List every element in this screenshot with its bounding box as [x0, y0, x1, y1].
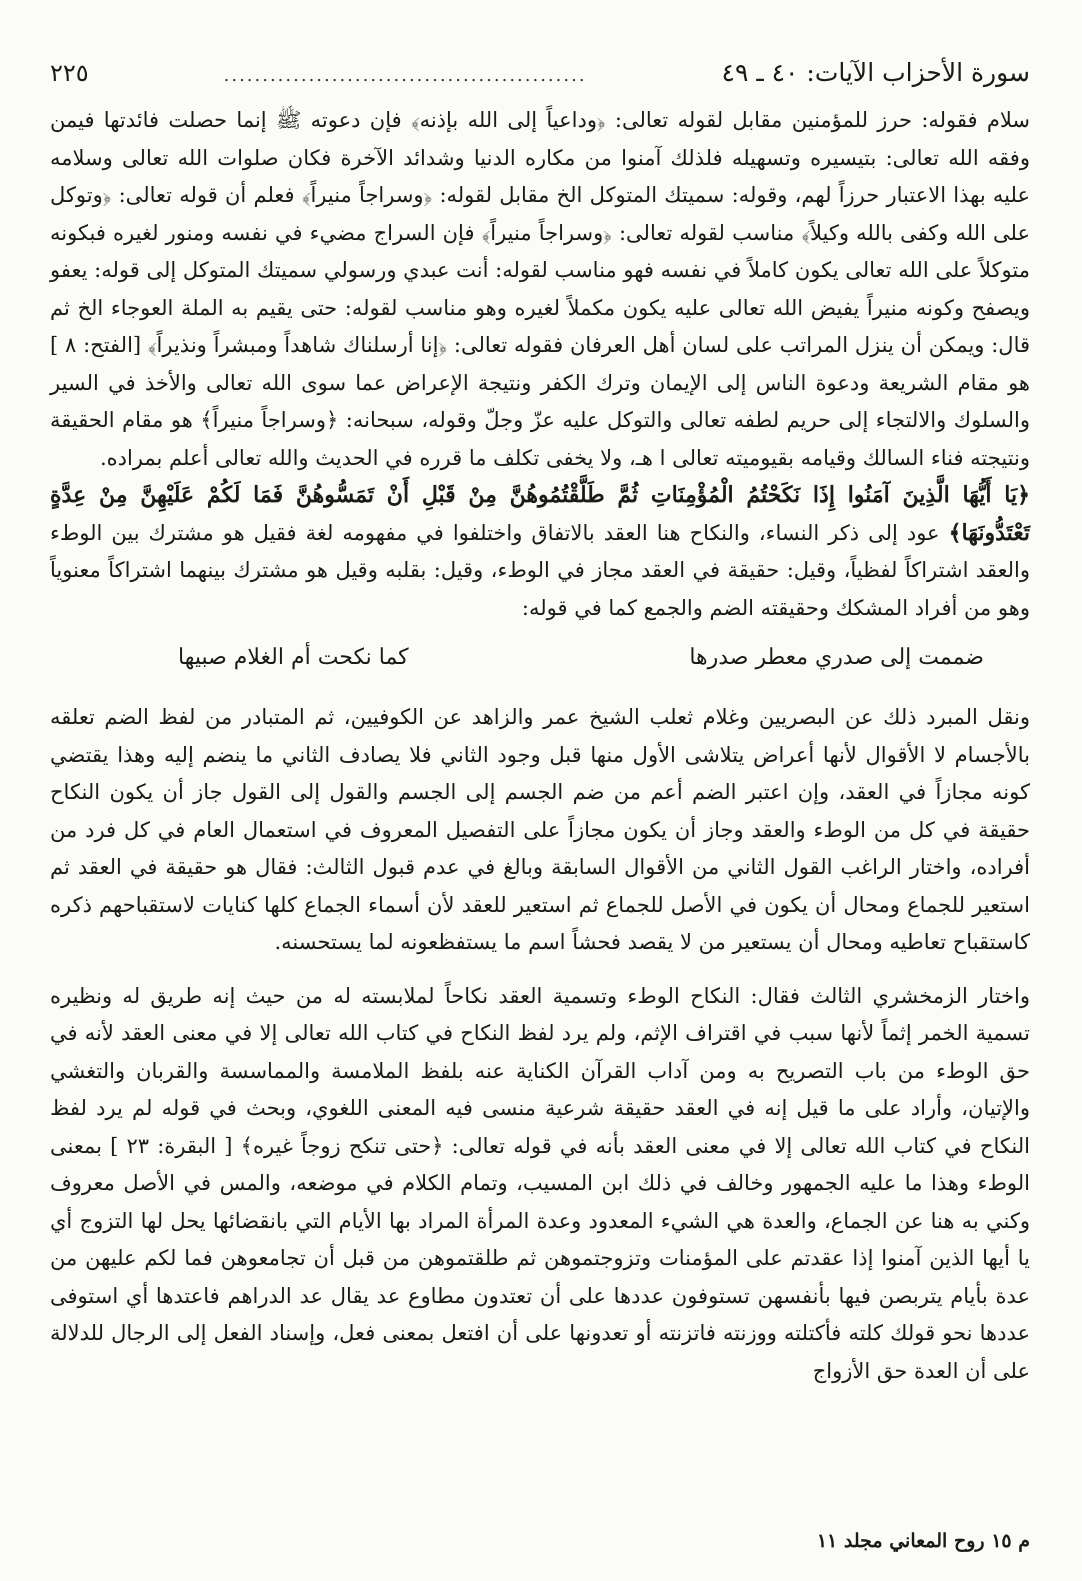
paragraph-1: سلام فقوله: حرز للمؤمنين مقابل لقوله تعالى: ﴿وداعياً إلى الله بإذنه﴾ فإن دعوته ﷺ إنما حصلت فائدتها فيمن وفقه الله تعالى: بتيسيره وتسهيله فلذلك آمنوا من مكاره الدنيا وشدائد الآخرة فكان صلوات الله تعالى وسلامه عليه بهذا الاعتبار حرزاً لهم، وقوله: سميتك المتوكل الخ مقابل لقوله: ﴿وسراجاً منيراً﴾ فعلم أن قوله تعالى: ﴿وتوكل على الله وكفى بالله وكيلاً﴾ مناسب لقوله تعالى: ﴿وسراجاً منيراً﴾ فإن السراج مضيء في نفسه ومنور لغيره فبكونه متوكلاً على الله تعالى يكون كاملاً في نفسه فهو مناسب لقوله: أنت عبدي ورسولي سميتك المتوكل إلى قوله: يعفو ويصفح وكونه منيراً يفيض الله تعالى عليه يكون مكملاً لغيره وهو مناسب لقوله: حتى يقيم به الملة العوجاء الخ ثم قال: ويمكن أن ينزل المراتب على لسان أهل العرفان فقوله تعالى: ﴿إنا أرسلناك شاهداً ومبشراً ونذيراً﴾ [الفتح: ٨ ] هو مقام الشريعة ودعوة الناس إلى الإيمان وترك الكفر ونتيجة الإعراض عما سوى الله تعالى والأخذ في السير والسلوك والالتجاء إلى حريم لطفه تعالى والتوكل عليه عزّ وجلّ وقوله، سبحانه: ﴿وسراجاً منيراً﴾ هو مقام الحقيقة ونتيجته فناء السالك وقيامه بقيوميته تعالى ا هـ، ولا يخفى تكلف ما قرره في الحديث والله تعالى أعلم بمراده. [50, 108, 1030, 470]
running-header [50, 58, 1030, 98]
paragraph-4: واختار الزمخشري الثالث فقال: النكاح الوطء وتسمية العقد نكاحاً لملابسته له من حيث إنه طريق له ونظيره تسمية الخمر إثماً لأنها سبب في اقتراف الإثم، ولم يرد لفظ النكاح في كتاب الله تعالى إلا في معنى العقد لأنه في حق الوطء من باب التصريح به ومن آداب القرآن الكناية عنه بلفظ الملامسة والمماسسة والقربان والتغشي والإتيان، وأراد على ما قيل إنه في العقد حقيقة شرعية منسى فيه المعنى اللغوي، وبحث في قوله لم يرد لفظ النكاح في كتاب الله تعالى إلا في معنى العقد بأنه في قوله تعالى: ﴿حتى تنكح زوجاً غيره﴾ [ البقرة: ٢٣ ] بمعنى الوطء وهذا ما عليه الجمهور وخالف في ذلك ابن المسيب، وتمام الكلام في موضعه، والمس في الأصل معروف وكني به هنا عن الجماع، والعدة هي الشيء المعدود وعدة المرأة المراد بها الأيام التي بانقضائها يحل لها التزوج أي يا أيها الذين آمنوا إذا عقدتم على المؤمنات وتزوجتموهن ثم طلقتموهن من قبل أن تجامعوهن فما لكم عليهن من عدة بأيام يتربصن فيها بأنفسهن تستوفون عددها على أن تعتدون مطاوع عد يقال عد الدراهم فاعتدها أي استوفى عددها نحو قولك كلته فأكتلته ووزنته فاتزنته أو تعدونها على أن افتعل بمعنى فعل، وإسناد الفعل إلى الرجال للدلالة على أن العدة حق الأزواج [50, 983, 1031, 1383]
quran-verse: ﴿يَا أَيُّهَا الَّذِينَ آمَنُوا إِذَا نَكَحْتُمُ الْمُؤْمِنَاتِ ثُمَّ طَلَّقْتُمُوهُنَّ مِنْ قَبْلِ أَنْ تَمَسُّوهُنَّ فَمَا لَكُمْ عَلَيْهِنَّ مِنْ عِدَّةٍ تَعْتَدُّونَهَا﴾ [50, 482, 1030, 546]
leader-dots: ............................................... [223, 65, 587, 86]
poem-hemistich-right: ضممت إلى صدري معطر صدرها [689, 644, 984, 670]
page-number: ٢٢٥ [50, 59, 89, 87]
surah-title: سورة الأحزاب الآيات: ٤٠ ـ ٤٩ [721, 58, 1030, 87]
signature-mark: م ١٥ روح المعاني مجلد ١١ [816, 1530, 1030, 1552]
paragraph-verse [50, 477, 1030, 627]
poem-verse [50, 627, 1030, 687]
paragraph-3: ونقل المبرد ذلك عن البصريين وغلام ثعلب الشيخ عمر والزاهد عن الكوفيين، ثم المتبادر من لفظ الضم تعلقه بالأجسام لا الأقوال لأنها أعراض يتلاشى الأول منها قبل وجود الثاني فلا يصادف الثاني ما ينضم إليه وهذا يقتضي كونه مجازاً في العقد، وإن اعتبر الضم أعم من ضم الجسم إلى الجسم والقول إلى القول جاز أن يكون النكاح حقيقة في كل من الوطء والعقد وجاز أن يكون مجازاً على التفصيل المعروف في استعمال العام في كل فرد من أفراده، واختار الراغب القول الثاني من الأقوال السابقة وبالغ في عدم قبول الثالث: فقال هو حقيقة في العقد ثم استعير للجماع ومحال أن يكون في الأصل للجماع ثم استعير للعقد لأن أسماء الجماع كلها كنايات لاستقباحهم ذكره كاستقباح تعاطيه ومحال أن يستعير من لا يقصد فحشاً اسم ما يستفظعونه لما يستحسنه. [50, 705, 1030, 954]
poem-hemistich-left: كما نكحت أم الغلام صبيها [178, 644, 409, 670]
verse-commentary: عود إلى ذكر النساء، والنكاح هنا العقد بالاتفاق واختلفوا في مفهومه لغة فقيل هو مشترك بين الوطء والعقد اشتراكاً لفظياً، وقيل: حقيقة في العقد مجاز في الوطء، وقيل: بقلبه وقيل هو مشترك بينهما اشتراكاً معنوياً وهو من أفراد المشكك وحقيقته الضم والجمع كما في قوله: [50, 520, 1030, 620]
